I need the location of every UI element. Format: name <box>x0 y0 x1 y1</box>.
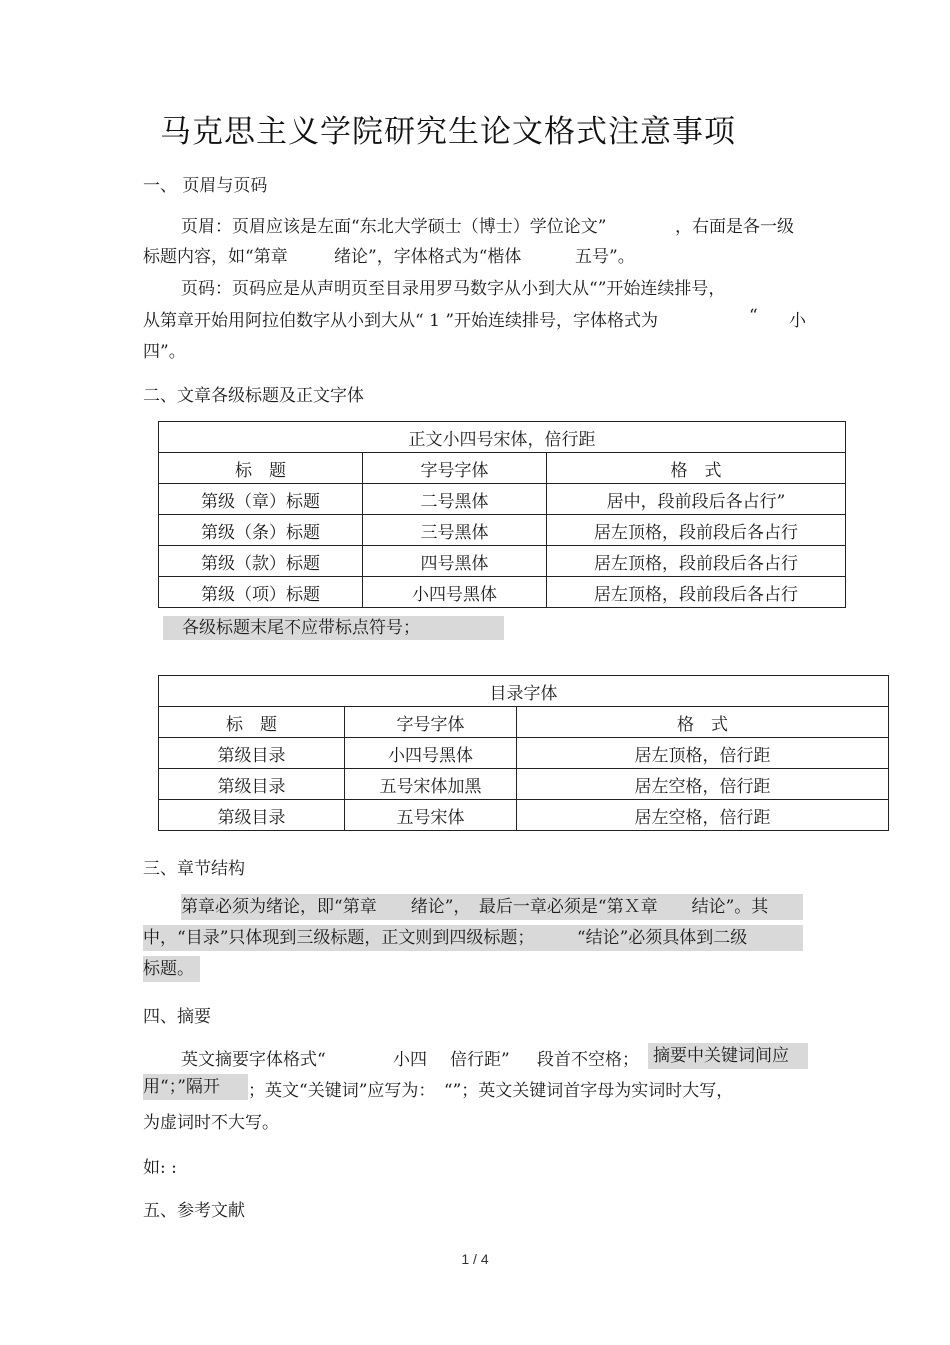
table-cell: 第级目录 <box>159 800 345 831</box>
table-header: 格 式 <box>517 707 889 738</box>
chapter-structure-line1: 第章必须为绪论，即“第章 绪论”， 最后一章必须是“第Ｘ章 结论”。其 <box>181 894 803 920</box>
table-cell: 第级（款）标题 <box>159 546 363 577</box>
table-header: 格 式 <box>547 453 846 484</box>
table-row <box>159 800 889 831</box>
toc-font-table <box>158 675 889 831</box>
abstract-line1-a: 英文摘要字体格式“ <box>181 1050 326 1070</box>
abstract-keyword-note: 摘要中关键词间应 <box>648 1043 808 1069</box>
table-row <box>159 769 889 800</box>
table-cell: 居左顶格，倍行距 <box>517 738 889 769</box>
table-header: 字号字体 <box>345 707 517 738</box>
table-cell: 第级目录 <box>159 769 345 800</box>
page-rule-line2-end: 小 <box>789 311 806 331</box>
header-rule-line2-mid: 绪论”，字体格式为“楷体 <box>334 247 522 267</box>
table-caption: 正文小四号宋体，倍行距 <box>159 422 846 453</box>
table-row <box>159 484 846 515</box>
table-cell: 第级目录 <box>159 738 345 769</box>
table-cell: 第级（章）标题 <box>159 484 363 515</box>
page-title: 马克思主义学院研究生论文格式注意事项 <box>160 114 736 150</box>
section-heading-2: 二、文章各级标题及正文字体 <box>143 386 364 406</box>
table-header: 标 题 <box>159 453 363 484</box>
table-row <box>159 738 889 769</box>
body-font-table <box>158 421 846 608</box>
table-header: 标 题 <box>159 707 345 738</box>
abstract-line3: 为虚词时不大写。 <box>143 1113 279 1133</box>
table-cell: 五号宋体 <box>345 800 517 831</box>
section-heading-3: 三、章节结构 <box>143 859 245 879</box>
table-cell: 居左顶格，段前段后各占行 <box>547 577 846 608</box>
table-cell: 三号黑体 <box>363 515 547 546</box>
table-header: 字号字体 <box>363 453 547 484</box>
table-row <box>159 515 846 546</box>
table-cell: 居左顶格，段前段后各占行 <box>547 546 846 577</box>
table-cell: 第级（条）标题 <box>159 515 363 546</box>
table-cell: 四号黑体 <box>363 546 547 577</box>
table-cell: 居左顶格，段前段后各占行 <box>547 515 846 546</box>
table-cell: 二号黑体 <box>363 484 547 515</box>
table-cell: 居左空格，倍行距 <box>517 769 889 800</box>
header-rule-line1: 页眉：页眉应该是左面“东北大学硕士（博士）学位论文” <box>181 217 607 237</box>
section-heading-4: 四、摘要 <box>143 1007 211 1027</box>
page-rule-line3: 四”。 <box>143 342 186 362</box>
table-cell: 小四号黑体 <box>363 577 547 608</box>
header-rule-line1-tail: ，右面是各一级 <box>675 217 794 237</box>
page-rule-line2: 从第章开始用阿拉伯数字从小到大从“ 1 ”开始连续排号，字体格式为 <box>143 311 659 331</box>
page-rule-line2-quote: “ <box>749 306 758 326</box>
section-heading-1: 一、 页眉与页码 <box>143 176 268 196</box>
abstract-line2: ；英文“关键词”应写为： “”；英文关键词首字母为实词时大写， <box>248 1081 734 1101</box>
chapter-structure-line2: 中，“目录”只体现到三级标题，正文则到四级标题； “结论”必须具体到二级 <box>143 925 803 951</box>
chapter-structure-line3: 标题。 <box>143 956 200 982</box>
abstract-line1-b: 小四 <box>393 1050 427 1070</box>
table-row <box>159 546 846 577</box>
table-caption: 目录字体 <box>159 676 889 707</box>
abstract-line1-c: 倍行距” <box>450 1050 510 1070</box>
table-cell: 居左空格，倍行距 <box>517 800 889 831</box>
page-number: 1 / 4 <box>461 1251 489 1267</box>
header-rule-line2-end: 五号”。 <box>575 247 635 267</box>
section-heading-5: 五、参考文献 <box>143 1201 245 1221</box>
table-cell: 五号宋体加黑 <box>345 769 517 800</box>
table-cell: 第级（项）标题 <box>159 577 363 608</box>
abstract-keyword-separator: 用“；”隔开 <box>143 1074 248 1100</box>
table-cell: 居中，段前段后各占行” <box>547 484 846 515</box>
page-rule-line1: 页码：页码应是从声明页至目录用罗马数字从小到大从“”开始连续排号， <box>181 279 726 299</box>
heading-punctuation-note: 各级标题末尾不应带标点符号； <box>163 616 504 640</box>
table-cell: 小四号黑体 <box>345 738 517 769</box>
table-row <box>159 577 846 608</box>
abstract-line1-d: 段首不空格； <box>537 1050 639 1070</box>
header-rule-line2: 标题内容，如“第章 <box>143 247 288 267</box>
example-label: 如: : <box>143 1158 177 1178</box>
